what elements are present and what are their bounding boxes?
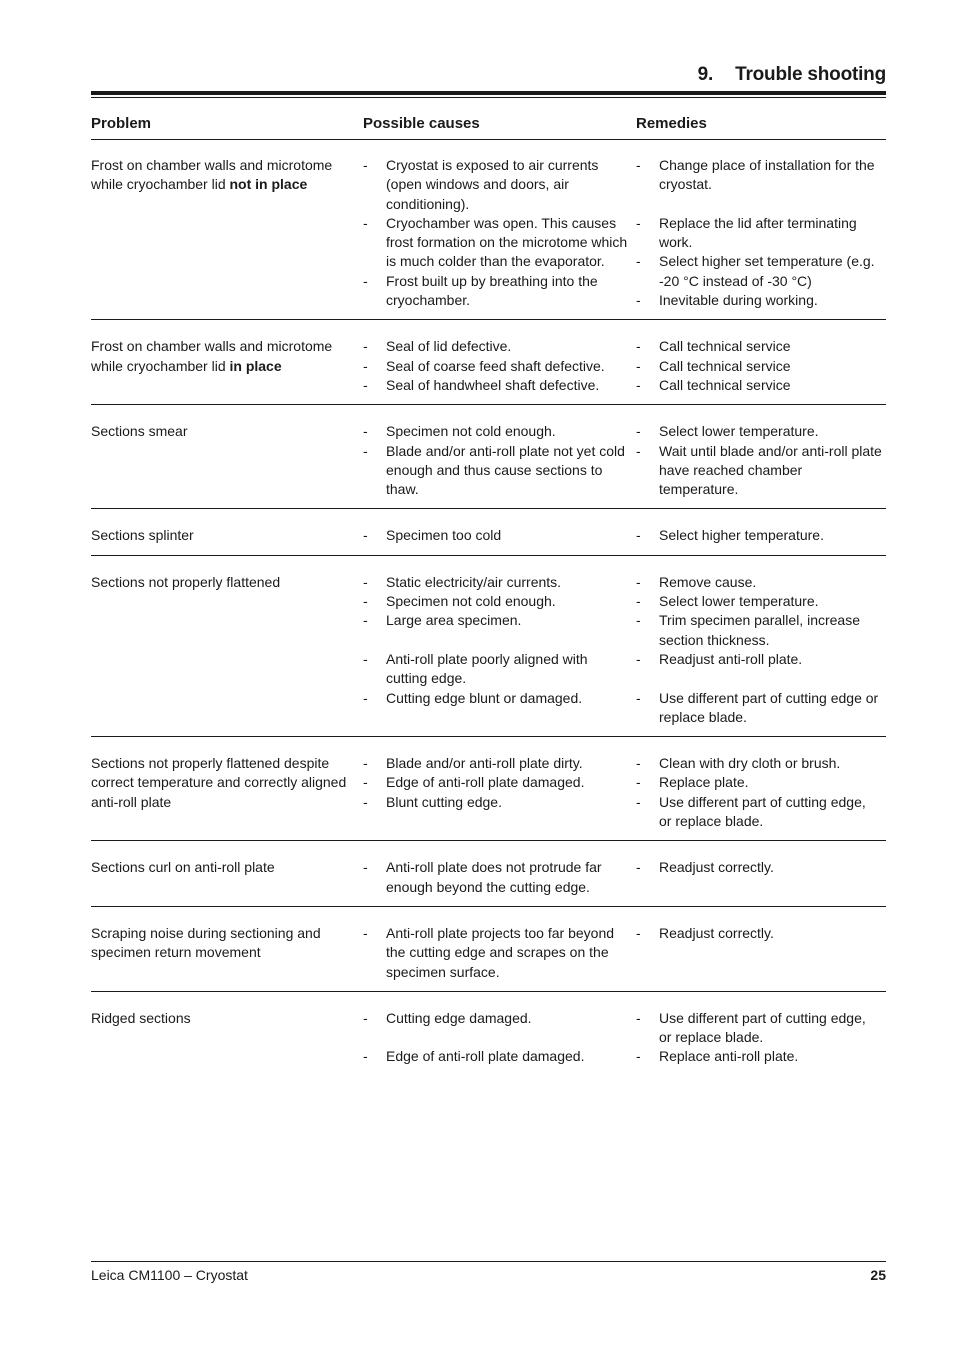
cause-item: - Blade and/or anti-roll plate dirty. <box>363 754 636 773</box>
remedy-item: - Use different part of cutting edge, or replace blade. <box>636 793 886 832</box>
causes-list <box>363 573 636 727</box>
remedy-item: - Select lower temperature. <box>636 422 886 441</box>
cause-item: - Cutting edge damaged. <box>363 1009 636 1028</box>
cause-item: - Anti-roll plate does not protrude far enough beyond the cutting edge. <box>363 858 636 897</box>
remedy-item: - Clean with dry cloth or brush. <box>636 754 886 773</box>
remedy-item: - Remove cause. <box>636 573 886 592</box>
remedies-list <box>636 573 886 727</box>
problem-cell: Frost on chamber walls and microtome while cryochamber lid not in place <box>91 157 333 193</box>
causes-list <box>363 526 636 545</box>
remedy-item: - Use different part of cutting edge or replace blade. <box>636 689 886 728</box>
table-row <box>91 139 886 320</box>
causes-list <box>363 156 636 310</box>
table-row <box>91 405 886 509</box>
cause-item: - Seal of coarse feed shaft defective. <box>363 357 636 376</box>
remedy-item: - Replace anti-roll plate. <box>636 1047 886 1066</box>
cause-item: - Specimen not cold enough. <box>363 592 636 611</box>
problem-cell: Sections splinter <box>91 527 194 544</box>
cause-item: - Seal of handwheel shaft defective. <box>363 376 636 395</box>
remedy-item: - Call technical service <box>636 337 886 356</box>
header-rule-thick <box>91 91 886 95</box>
remedies-list <box>636 858 886 897</box>
causes-list <box>363 1009 636 1067</box>
problem-cell: Scraping noise during sectioning and specimen return movement <box>91 924 321 961</box>
document-page <box>91 0 886 1350</box>
remedy-item: - Use different part of cutting edge, or replace blade. <box>636 1009 886 1048</box>
section-title: Trouble shooting <box>735 64 886 85</box>
cause-item: - Blade and/or anti-roll plate not yet cold enough and thus cause sections to thaw. <box>363 442 636 500</box>
footer-product-name: Leica CM1100 – Cryostat <box>91 1267 248 1283</box>
cause-item: - Anti-roll plate poorly aligned with cutting edge. <box>363 650 636 689</box>
troubleshooting-table <box>91 139 886 1076</box>
causes-list <box>363 858 636 897</box>
remedy-item: - Change place of installation for the cryostat. <box>636 156 886 195</box>
remedy-item: - Select higher temperature. <box>636 526 886 545</box>
cause-item: - Large area specimen. <box>363 611 636 630</box>
problem-cell: Sections not properly flattened <box>91 573 281 590</box>
table-row <box>91 556 886 737</box>
table-row <box>91 737 886 841</box>
problem-emphasis: in place <box>229 357 282 374</box>
page-number: 25 <box>870 1267 886 1283</box>
cause-item: - Seal of lid defective. <box>363 337 636 356</box>
remedy-item: - Trim specimen parallel, increase section thickness. <box>636 611 886 650</box>
cause-item: - Specimen not cold enough. <box>363 422 636 441</box>
remedies-list <box>636 422 886 499</box>
table-row <box>91 509 886 555</box>
remedy-item: - Call technical service <box>636 376 886 395</box>
remedies-list <box>636 337 886 395</box>
table-row <box>91 907 886 992</box>
section-header <box>698 64 886 86</box>
remedy-item: - Select lower temperature. <box>636 592 886 611</box>
remedy-item: - Call technical service <box>636 357 886 376</box>
cause-item: - Static electricity/air currents. <box>363 573 636 592</box>
cause-item: - Specimen too cold <box>363 526 636 545</box>
problem-cell: Frost on chamber walls and microtome while cryochamber lid in place <box>91 338 333 374</box>
cause-item: - Cryochamber was open. This causes frost formation on the microtome which is much colder than the evaporator. <box>363 214 636 272</box>
section-number: 9. <box>697 64 714 85</box>
remedies-list <box>636 526 886 545</box>
causes-list <box>363 422 636 499</box>
remedy-item: - Replace the lid after terminating work. <box>636 214 886 253</box>
causes-list <box>363 337 636 395</box>
problem-cell: Sections not properly flattened despite correct temperature and correctly aligned anti-roll plate <box>91 755 347 810</box>
problem-cell: Sections smear <box>91 423 188 440</box>
remedy-item: - Inevitable during working. <box>636 291 886 310</box>
table-row <box>91 992 886 1076</box>
cause-item: - Cryostat is exposed to air currents (open windows and doors, air conditioning). <box>363 156 636 214</box>
remedy-item: - Readjust correctly. <box>636 858 886 877</box>
cause-item: - Cutting edge blunt or damaged. <box>363 689 636 708</box>
remedies-list <box>636 1009 886 1067</box>
cause-item: - Edge of anti-roll plate damaged. <box>363 773 636 792</box>
remedy-item: - Wait until blade and/or anti-roll plate have reached chamber temperature. <box>636 442 886 500</box>
remedy-item: - Readjust correctly. <box>636 924 886 943</box>
cause-item: - Edge of anti-roll plate damaged. <box>363 1047 636 1066</box>
header-rule-thin <box>91 97 886 98</box>
footer-rule <box>91 1261 886 1262</box>
remedy-item: - Readjust anti-roll plate. <box>636 650 886 669</box>
cause-item: - Blunt cutting edge. <box>363 793 636 812</box>
column-header-remedies: Remedies <box>636 115 707 132</box>
problem-emphasis: not in place <box>229 176 308 193</box>
remedy-item: - Select higher set temperature (e.g. -20 °C instead of -30 °C) <box>636 252 886 291</box>
table-row <box>91 841 886 907</box>
problem-cell: Ridged sections <box>91 1009 191 1026</box>
problem-cell: Sections curl on anti-roll plate <box>91 859 275 876</box>
table-row <box>91 320 886 405</box>
remedies-list <box>636 754 886 831</box>
remedies-list <box>636 156 886 310</box>
causes-list <box>363 754 636 831</box>
cause-item: - Frost built up by breathing into the cryochamber. <box>363 272 636 311</box>
causes-list <box>363 924 636 982</box>
column-header-causes: Possible causes <box>363 115 480 132</box>
cause-item: - Anti-roll plate projects too far beyond the cutting edge and scrapes on the specimen surface. <box>363 924 636 982</box>
remedy-item: - Replace plate. <box>636 773 886 792</box>
table-header <box>91 115 886 140</box>
column-header-problem: Problem <box>91 115 152 132</box>
remedies-list <box>636 924 886 982</box>
